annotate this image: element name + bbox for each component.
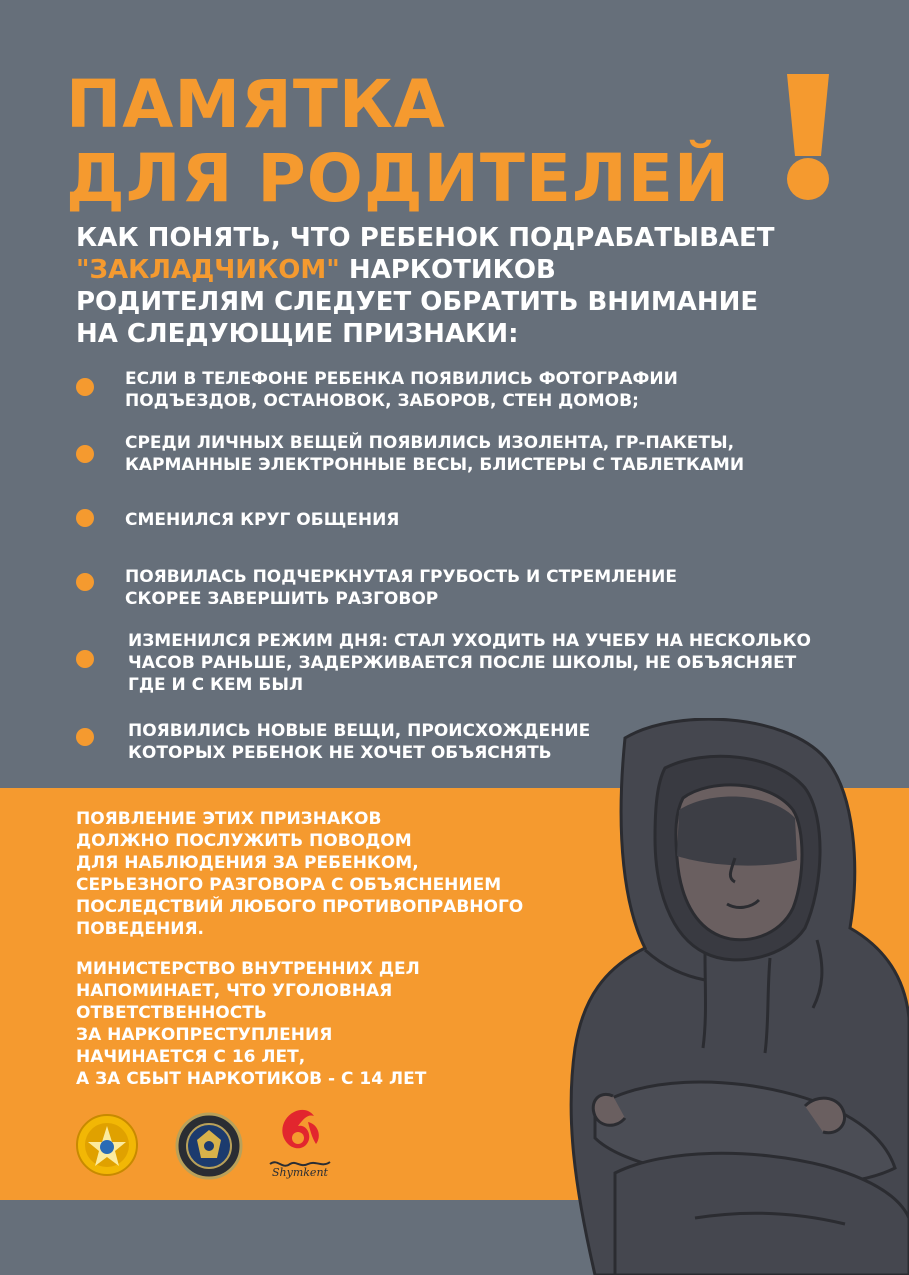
exclamation-icon <box>783 74 833 200</box>
list-item-line: СКОРЕЕ ЗАВЕРШИТЬ РАЗГОВОР <box>125 589 439 609</box>
subtitle-line-1: КАК ПОНЯТЬ, ЧТО РЕБЕНОК ПОДРАБАТЫВАЕТ <box>76 223 775 253</box>
ministry-text <box>76 958 426 1090</box>
police-seal-icon <box>175 1112 243 1180</box>
subtitle-line-3: РОДИТЕЛЯМ СЛЕДУЕТ ОБРАТИТЬ ВНИМАНИЕ <box>76 287 759 317</box>
ministry-line: ЗА НАРКОПРЕСТУПЛЕНИЯ <box>76 1025 333 1045</box>
emblem-icon <box>74 1112 140 1178</box>
title-line-2: ДЛЯ РОДИТЕЛЕЙ <box>66 140 731 217</box>
list-item-line: ПОЯВИЛАСЬ ПОДЧЕРКНУТАЯ ГРУБОСТЬ И СТРЕМЛЕНИЕ <box>125 567 677 587</box>
ministry-line: НАПОМИНАЕТ, ЧТО УГОЛОВНАЯ <box>76 981 393 1001</box>
list-item-line: ПОДЪЕЗДОВ, ОСТАНОВОК, ЗАБОРОВ, СТЕН ДОМОВ; <box>125 391 639 411</box>
list-item-line: ЧАСОВ РАНЬШЕ, ЗАДЕРЖИВАЕТСЯ ПОСЛЕ ШКОЛЫ, НЕ ОБЪЯСНЯЕТ <box>128 653 797 673</box>
ministry-line: НАЧИНАЕТСЯ С 16 ЛЕТ, <box>76 1047 306 1067</box>
list-item-line: СМЕНИЛСЯ КРУГ ОБЩЕНИЯ <box>125 510 400 530</box>
brand-signature: Shymkent <box>272 1166 328 1179</box>
bullet-dot-icon <box>76 445 94 463</box>
notice-line: ПОЯВЛЕНИЕ ЭТИХ ПРИЗНАКОВ <box>76 809 382 829</box>
subtitle-line-4: НА СЛЕДУЮЩИЕ ПРИЗНАКИ: <box>76 319 519 349</box>
list-item-line: КАРМАННЫЕ ЭЛЕКТРОННЫЕ ВЕСЫ, БЛИСТЕРЫ С ТАБЛЕТКАМИ <box>125 455 745 475</box>
subtitle-accent: "ЗАКЛАДЧИКОМ" <box>76 255 340 285</box>
subtitle-line-2-rest: НАРКОТИКОВ <box>339 255 556 285</box>
city-brand-logo <box>264 1108 340 1180</box>
notice-line: ДЛЯ НАБЛЮДЕНИЯ ЗА РЕБЕНКОМ, <box>76 853 419 873</box>
list-item-line: ПОЯВИЛИСЬ НОВЫЕ ВЕЩИ, ПРОИСХОЖДЕНИЕ <box>128 721 591 741</box>
notice-line: ДОЛЖНО ПОСЛУЖИТЬ ПОВОДОМ <box>76 831 412 851</box>
subtitle <box>76 222 775 350</box>
list-item-line: ИЗМЕНИЛСЯ РЕЖИМ ДНЯ: СТАЛ УХОДИТЬ НА УЧЕБУ НА НЕСКОЛЬКО <box>128 631 811 651</box>
notice-text <box>76 808 523 940</box>
subtitle-line-2 <box>76 254 775 286</box>
page-title <box>66 68 730 216</box>
list-item-line: СРЕДИ ЛИЧНЫХ ВЕЩЕЙ ПОЯВИЛИСЬ ИЗОЛЕНТА, ГР-ПАКЕТЫ, <box>125 433 735 453</box>
hooded-person-illustration <box>555 718 909 1275</box>
list-item-line: ГДЕ И С КЕМ БЫЛ <box>128 675 304 695</box>
notice-line: ПОВЕДЕНИЯ. <box>76 919 205 939</box>
bullet-dot-icon <box>76 650 94 668</box>
bullet-dot-icon <box>76 728 94 746</box>
ministry-line: ОТВЕТСТВЕННОСТЬ <box>76 1003 267 1023</box>
ministry-line: МИНИСТЕРСТВО ВНУТРЕННИХ ДЕЛ <box>76 959 420 979</box>
notice-line: СЕРЬЕЗНОГО РАЗГОВОРА С ОБЪЯСНЕНИЕМ <box>76 875 502 895</box>
bullet-dot-icon <box>76 509 94 527</box>
ministry-line: А ЗА СБЫТ НАРКОТИКОВ - С 14 ЛЕТ <box>76 1069 427 1089</box>
list-item-line: КОТОРЫХ РЕБЕНОК НЕ ХОЧЕТ ОБЪЯСНЯТЬ <box>128 743 552 763</box>
title-line-1: ПАМЯТКА <box>66 66 446 143</box>
list-item-line: ЕСЛИ В ТЕЛЕФОНЕ РЕБЕНКА ПОЯВИЛИСЬ ФОТОГРАФИИ <box>125 369 678 389</box>
bullet-dot-icon <box>76 573 94 591</box>
bullet-dot-icon <box>76 378 94 396</box>
notice-line: ПОСЛЕДСТВИЙ ЛЮБОГО ПРОТИВОПРАВНОГО <box>76 897 524 917</box>
